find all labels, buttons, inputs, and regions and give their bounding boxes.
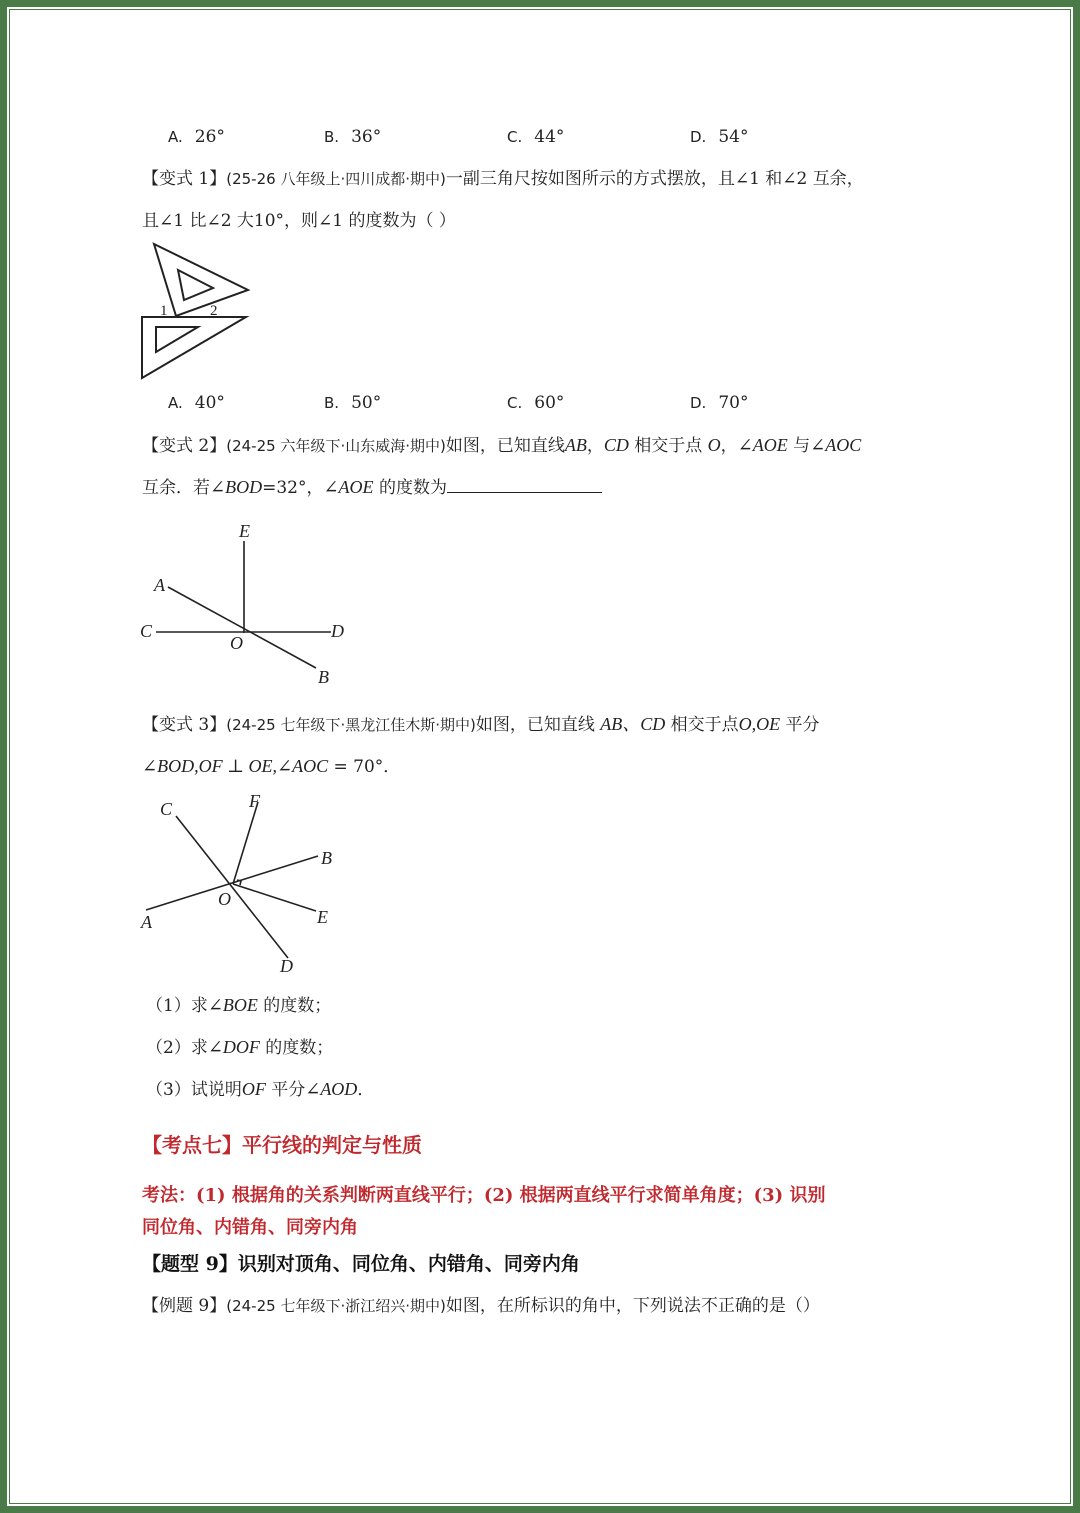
v1-option-a: A. 40°	[168, 393, 225, 413]
variant1-line1: 【变式 1】(25-26 八年级上·四川成都·期中)一副三角尺按如图所示的方式摆放，且∠1 和∠2 互余，	[142, 169, 864, 189]
line-ab	[168, 587, 316, 668]
upper-triangle	[154, 244, 248, 316]
variant1-line2: 且∠1 比∠2 大10°，则∠1 的度数为（ ）	[142, 211, 456, 231]
label-e-v3: E	[317, 907, 328, 927]
variant2-line1: 【变式 2】(24-25 六年级下·山东威海·期中)如图，已知直线AB，CD 相交于点 O，∠AOE 与∠AOC	[142, 435, 862, 456]
option-a: A. 26°	[168, 127, 225, 147]
variant3-line1: 【变式 3】(24-25 七年级下·黑龙江佳木斯·期中)如图，已知直线 AB、CD 相交于点O,OE 平分	[142, 714, 820, 735]
label-d: D	[331, 621, 344, 641]
label-o: O	[230, 633, 243, 653]
label-c: C	[140, 621, 153, 641]
label-b: B	[318, 667, 329, 687]
ray-oe-v3	[233, 884, 316, 911]
option-b: B. 36°	[324, 127, 382, 147]
triangle-rulers-figure	[138, 240, 253, 382]
lines-figure-v3	[138, 788, 348, 978]
label-b-v3: B	[321, 848, 332, 868]
label-a-v3: A	[141, 912, 152, 932]
option-d: D. 54°	[690, 127, 749, 147]
question-type-9-title: 【题型 9】识别对顶角、同位角、内错角、同旁内角	[142, 1253, 580, 1275]
label-a: A	[154, 575, 165, 595]
line-cd-v3	[176, 816, 288, 958]
method-line1: 考法：(1) 根据角的关系判断两直线平行；(2) 根据两直线平行求简单角度；(3) 识别	[142, 1185, 826, 1206]
label-o-v3: O	[218, 889, 231, 909]
right-angle-mark	[237, 880, 241, 885]
label-f: F	[249, 791, 260, 811]
variant1-tag: 【变式 1】	[142, 169, 227, 189]
subquestion-1: （1）求∠BOE 的度数；	[146, 995, 332, 1016]
upper-triangle-hole	[178, 270, 213, 300]
variant3-tag: 【变式 3】	[142, 715, 227, 735]
v1-option-d: D. 70°	[690, 393, 749, 413]
v1-option-c: C. 60°	[507, 393, 565, 413]
subquestion-3: （3）试说明OF 平分∠AOD．	[146, 1079, 375, 1100]
variant1-source: (25-26 八年级上·四川成都·期中)	[226, 170, 446, 188]
variant3-line2: ∠BOD,OF ⊥ OE,∠AOC = 70°．	[142, 756, 401, 777]
label-c-v3: C	[160, 799, 173, 819]
method-line2: 同位角、内错角、同旁内角	[142, 1217, 358, 1238]
ray-of	[233, 802, 258, 884]
label-d-v3: D	[280, 956, 293, 976]
v1-option-b: B. 50°	[324, 393, 382, 413]
angle-label-2: 2	[210, 303, 218, 319]
section-title-kd7: 【考点七】平行线的判定与性质	[142, 1133, 422, 1157]
option-c: C. 44°	[507, 127, 565, 147]
label-e: E	[239, 521, 250, 541]
line-ab-v3	[146, 856, 318, 910]
subquestion-2: （2）求∠DOF 的度数；	[146, 1037, 334, 1058]
example9-line: 【例题 9】(24-25 七年级下·浙江绍兴·期中)如图，在所标识的角中，下列说法不正确的是（）	[142, 1296, 820, 1316]
variant2-line2: 互余．若∠BOD=32°，∠AOE 的度数为	[142, 476, 602, 499]
angle-label-1: 1	[160, 303, 168, 319]
lines-figure-v2	[138, 515, 358, 690]
variant2-tag: 【变式 2】	[142, 436, 227, 456]
example9-tag: 【例题 9】	[142, 1296, 227, 1316]
answer-blank[interactable]	[447, 478, 602, 493]
